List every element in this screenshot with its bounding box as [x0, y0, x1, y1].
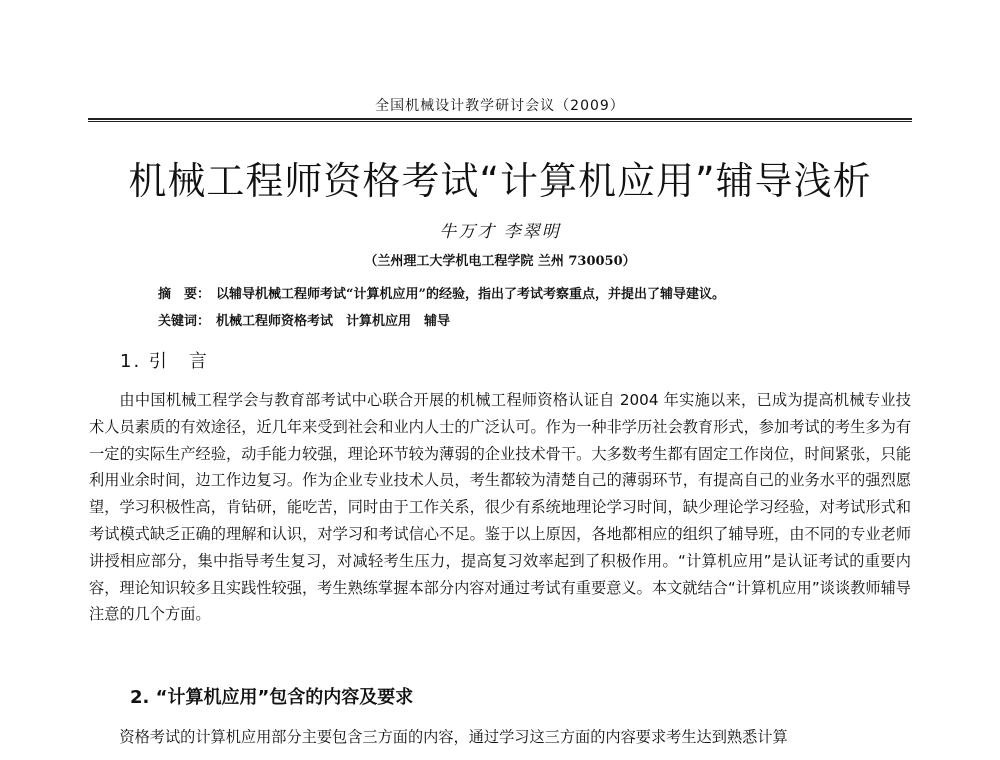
keywords	[158, 310, 918, 329]
keywords-label: 关键词：	[158, 314, 211, 329]
header-rule	[88, 118, 912, 122]
section-heading-contents: 2. “计算机应用”包含的内容及要求	[130, 687, 414, 708]
introduction-paragraph: 由中国机械工程学会与教育部考试中心联合开展的机械工程师资格认证自 2004 年实施以来，已成为提高机械专业技术人员素质的有效途径，近几年来受到社会和业内人士的广泛认可。作为一种非学历社会教育形式，参加考试的考生多为有一定的实际生产经验，动手能力较强，理论环节较为薄弱的企业技术骨干。大多数考生都有固定工作岗位，时间紧张，只能利用业余时间，边工作边复习。作为企业专业技术人员，考生都较为清楚自己的薄弱环节，有提高自己的业务水平的强烈愿望，学习积极性高，肯钻研，能吃苦，同时由于工作关系，很少有系统地理论学习时间，缺少理论学习经验，对考试形式和考试模式缺乏正确的理解和认识，对学习和考试信心不足。鉴于以上原因，各地都相应的组织了辅导班，由不同的专业老师讲授相应部分，集中指导考生复习，对减轻考生压力，提高复习效率起到了积极作用。“计算机应用”是认证考试的重要内容，理论知识较多且实践性较强，考生熟练掌握本部分内容对通过考试有重要意义。本文就结合“计算机应用”谈谈教师辅导注意的几个方面。	[89, 391, 911, 624]
affiliation: （兰州理工大学机电工程学院 兰州 730050）	[364, 254, 636, 269]
section-heading-introduction: 1. 引 言	[120, 351, 209, 372]
paper-title: 机械工程师资格考试“计算机应用”辅导浅析	[128, 159, 872, 203]
running-header: 全国机械设计教学研讨会议（2009）	[375, 98, 625, 114]
abstract	[158, 283, 918, 302]
keywords-text: 机械工程师资格考试 计算机应用 辅导	[216, 314, 451, 329]
contents-paragraph: 资格考试的计算机应用部分主要包含三方面的内容，通过学习这三方面的内容要求考生达到熟悉计算	[119, 728, 788, 746]
abstract-text: 以辅导机械工程师考试“计算机应用”的经验，指出了考试考察重点，并提出了辅导建议。	[216, 287, 725, 302]
authors: 牛万才 李翠明	[439, 222, 561, 242]
abstract-label: 摘 要：	[158, 287, 211, 302]
